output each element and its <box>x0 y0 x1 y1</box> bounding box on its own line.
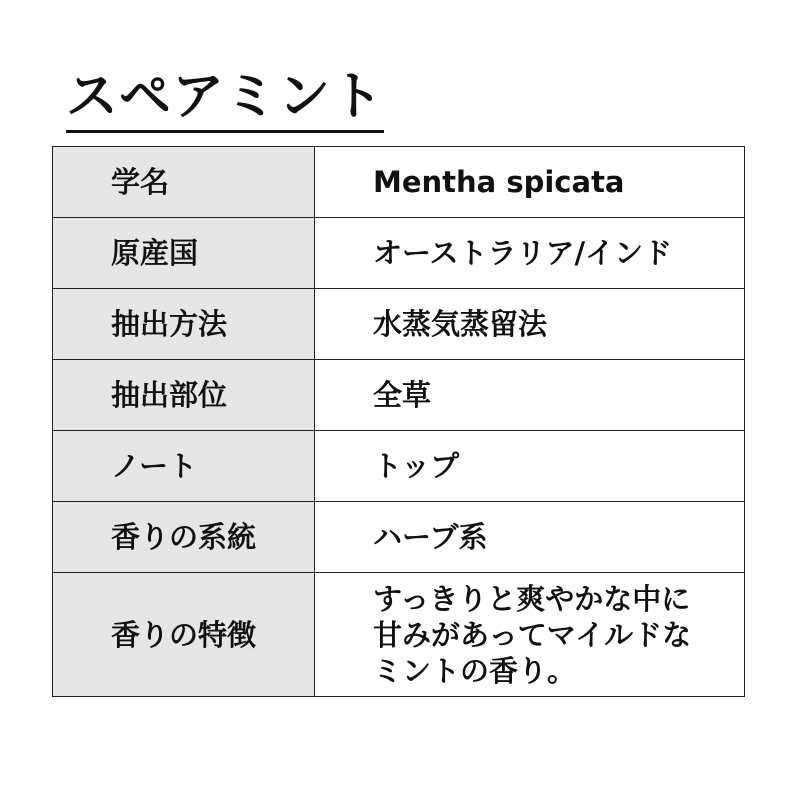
table-row-origin <box>53 218 745 289</box>
row-value: 水蒸気蒸留法 <box>315 289 745 360</box>
row-value: すっきりと爽やかな中に 甘みがあってマイルドな ミントの香り。 <box>315 573 745 697</box>
row-value: ハーブ系 <box>315 502 745 573</box>
row-label: 抽出部位 <box>53 360 315 431</box>
row-label: ノート <box>53 431 315 502</box>
page-title: スペアミント <box>66 67 385 127</box>
row-label: 香りの特徴 <box>53 573 315 697</box>
table-row-scientific-name <box>53 147 745 218</box>
row-label: 原産国 <box>53 218 315 289</box>
row-label: 香りの系統 <box>53 502 315 573</box>
row-value: Mentha spicata <box>315 147 745 218</box>
spec-table <box>52 146 745 697</box>
row-value: トップ <box>315 431 745 502</box>
row-value: オーストラリア/インド <box>315 218 745 289</box>
table-row-scent-features <box>53 573 745 697</box>
title-underline <box>66 130 384 133</box>
table-row-note <box>53 431 745 502</box>
row-label: 学名 <box>53 147 315 218</box>
table-row-scent-type <box>53 502 745 573</box>
table-row-extraction-method <box>53 289 745 360</box>
table-row-extraction-part <box>53 360 745 431</box>
row-value: 全草 <box>315 360 745 431</box>
row-label: 抽出方法 <box>53 289 315 360</box>
